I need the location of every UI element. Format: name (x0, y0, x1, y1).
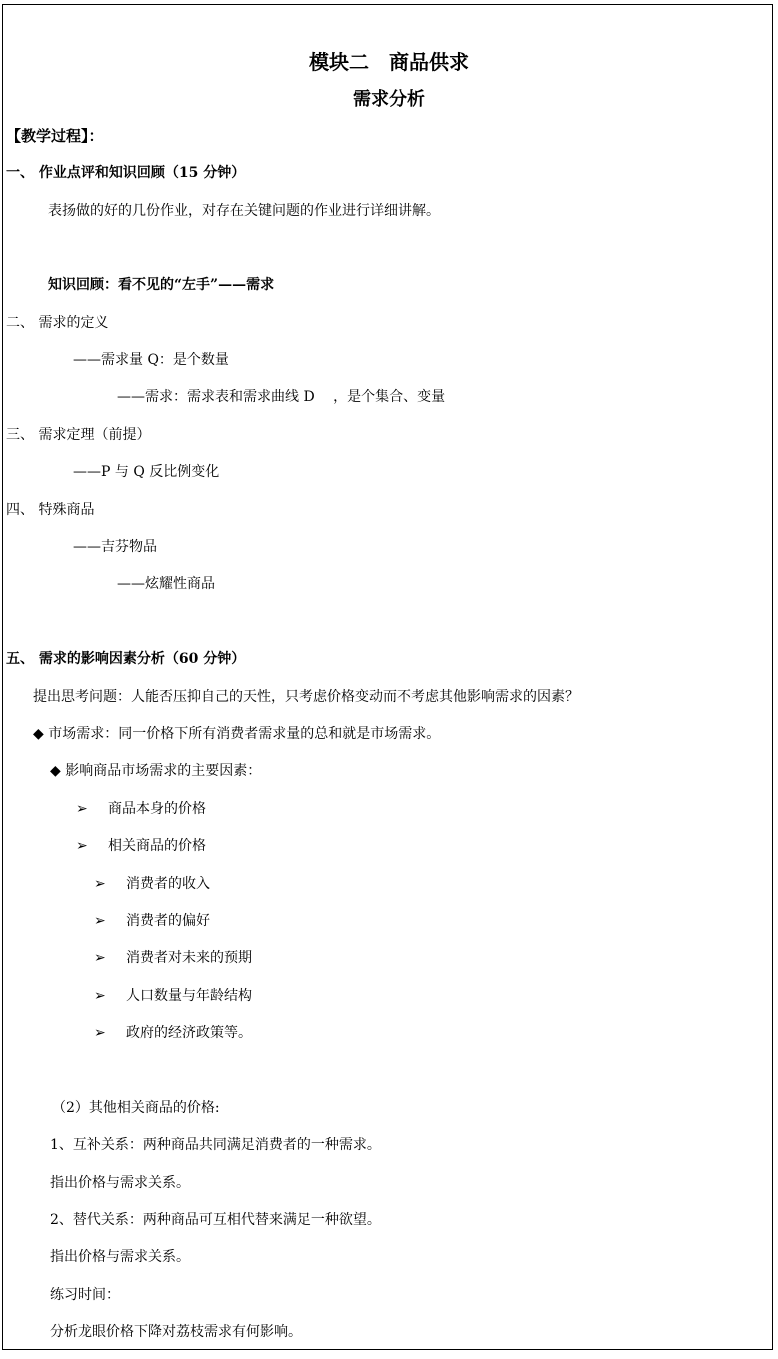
factor-item (94, 986, 252, 1006)
factor-label: 消费者对未来的预期 (126, 950, 252, 966)
giffen-goods-line: ——吉芬物品 (73, 539, 157, 555)
factor-label: 商品本身的价格 (108, 801, 206, 817)
section2-heading: 二、 需求的定义 (6, 315, 109, 331)
arrow-bullet-icon: ➢ (76, 838, 88, 854)
veblen-goods-line: ——炫耀性商品 (117, 576, 215, 592)
practice-label: 练习时间： (50, 1287, 120, 1303)
factor-label: 政府的经济政策等。 (126, 1025, 252, 1041)
demand-definition-line: ——需求：需求表和需求曲线 D ，是个集合、变量 (117, 389, 446, 405)
section6-heading: （2）其他相关商品的价格: (52, 1100, 220, 1116)
section1-body: 表扬做的好的几份作业，对存在关键问题的作业进行详细讲解。 (48, 203, 440, 219)
process-heading: 【教学过程】： (6, 127, 104, 145)
section5-heading: 五、 需求的影响因素分析（60 分钟） (6, 651, 246, 667)
demand-quantity-line: ——需求量 Q：是个数量 (73, 352, 229, 368)
page-title: 模块二 商品供求 (309, 50, 469, 74)
arrow-bullet-icon: ➢ (94, 1025, 106, 1041)
arrow-bullet-icon: ➢ (94, 913, 106, 929)
complement-line: 1、互补关系：两种商品共同满足消费者的一种需求。 (50, 1137, 381, 1153)
factor-item (76, 799, 206, 819)
arrow-bullet-icon: ➢ (76, 801, 88, 817)
factor-item (94, 948, 252, 968)
practice-question: 分析龙眼价格下降对荔枝需求有何影响。 (50, 1324, 302, 1340)
factor-item (94, 1023, 252, 1043)
substitute-line: 2、替代关系：两种商品可互相代替来满足一种欲望。 (50, 1212, 381, 1228)
arrow-bullet-icon: ➢ (94, 876, 106, 892)
factor-label: 人口数量与年龄结构 (126, 988, 252, 1004)
complement-note: 指出价格与需求关系。 (50, 1175, 190, 1191)
factors-intro: ◆ 影响商品市场需求的主要因素： (50, 763, 262, 779)
factor-label: 消费者的偏好 (126, 913, 210, 929)
factor-item (76, 836, 206, 856)
factor-item (94, 874, 210, 894)
factor-item (94, 911, 210, 931)
section1-heading: 一、 作业点评和知识回顾（15 分钟） (6, 165, 246, 181)
page-subtitle: 需求分析 (353, 89, 425, 110)
factor-label: 相关商品的价格 (108, 838, 206, 854)
demand-law-line: ——P 与 Q 反比例变化 (73, 464, 220, 480)
section3-heading: 三、 需求定理（前提） (6, 427, 151, 443)
knowledge-review: 知识回顾：看不见的“左手”——需求 (48, 277, 275, 293)
thinking-question: 提出思考问题：人能否压抑自己的天性，只考虑价格变动而不考虑其他影响需求的因素？ (33, 689, 579, 705)
bottom-rule (2, 1349, 773, 1350)
market-demand-line: ◆ 市场需求：同一价格下所有消费者需求量的总和就是市场需求。 (33, 726, 441, 742)
section4-heading: 四、 特殊商品 (6, 502, 95, 518)
substitute-note: 指出价格与需求关系。 (50, 1249, 190, 1265)
factor-label: 消费者的收入 (126, 876, 210, 892)
arrow-bullet-icon: ➢ (94, 988, 106, 1004)
arrow-bullet-icon: ➢ (94, 950, 106, 966)
